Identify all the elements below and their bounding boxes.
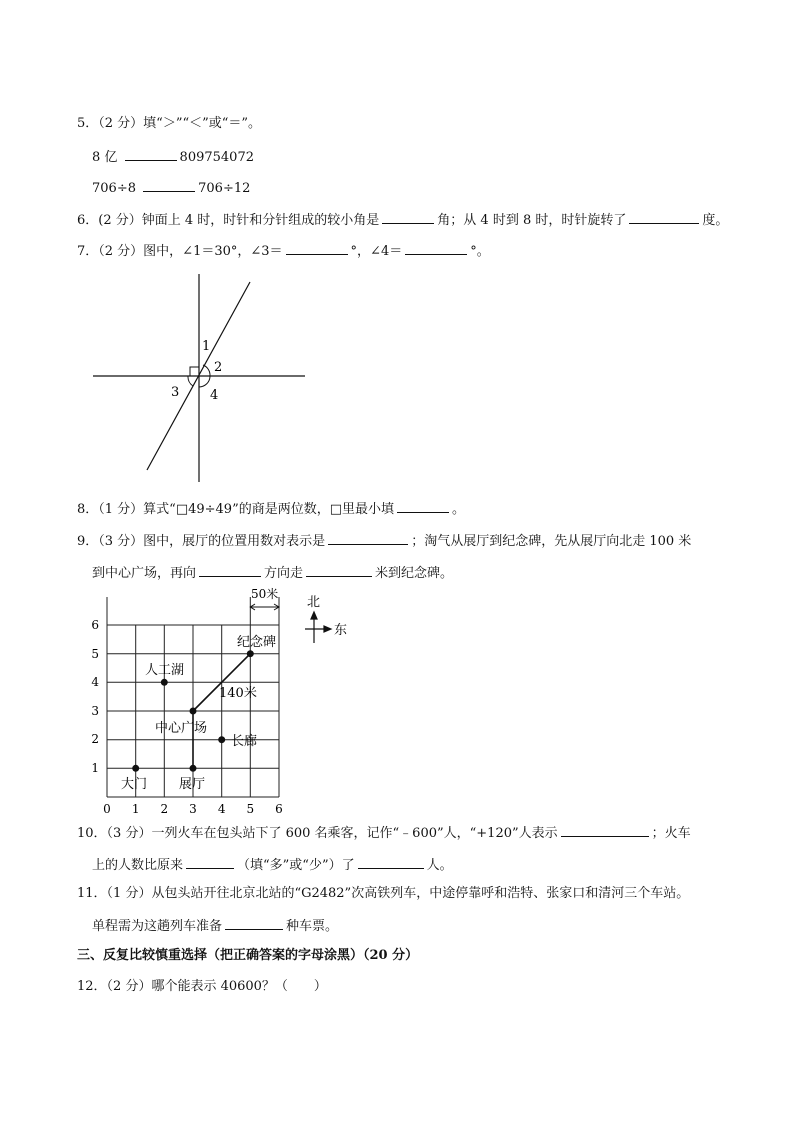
svg-text:5: 5: [91, 647, 99, 661]
angle-arc: [199, 376, 210, 387]
x-axis-ticks: [103, 802, 283, 816]
scale-label: 50米: [251, 587, 279, 601]
gate-point: [132, 765, 139, 772]
q9-map-figure: [85, 585, 365, 820]
q10-part5: 人。: [426, 858, 453, 873]
q10-part3: 上的人数比原来: [92, 858, 184, 873]
answer-blank[interactable]: [328, 532, 408, 545]
q9-line1: [77, 532, 691, 550]
angle-label-3: 3: [171, 385, 180, 400]
lake-point: [161, 679, 168, 686]
q10-line2: [92, 856, 453, 874]
q10-line1: [77, 824, 691, 842]
answer-blank[interactable]: [561, 824, 649, 837]
answer-blank[interactable]: [397, 500, 449, 513]
q11-line1: [77, 886, 689, 902]
q6-part2: 角；从 4 时到 8 时，时针旋转了: [437, 213, 627, 228]
q9-part4: 方向走: [264, 566, 304, 581]
angle-label-4: 4: [210, 388, 219, 403]
corridor-point: [218, 736, 225, 743]
q7-part2: °，∠4＝: [350, 244, 403, 259]
q11-line2: [92, 917, 338, 935]
svg-text:3: 3: [189, 802, 197, 816]
q5-row1: [92, 148, 254, 166]
section-3-title: 三、反复比较慎重选择（把正确答案的字母涂黑）（20 分）: [77, 948, 419, 963]
svg-text:5: 5: [246, 802, 255, 816]
svg-text:2: 2: [160, 802, 169, 816]
q12-stem: 12．（2 分）哪个能表示 40600？（ ）: [77, 979, 327, 994]
svg-text:4: 4: [217, 802, 226, 816]
answer-blank[interactable]: [306, 564, 372, 577]
q5-row2: [92, 179, 250, 197]
q11-part2: 单程需为这趟列车准备: [92, 919, 223, 934]
distance-label: 140米: [219, 686, 257, 701]
svg-text:0: 0: [103, 802, 111, 816]
right-angle-mark: [190, 367, 199, 376]
q11-part3: 种车票。: [286, 919, 339, 934]
q9-line2: [92, 564, 453, 582]
q7-part1: 7．（2 分）图中，∠1＝30°，∠3＝: [77, 244, 283, 259]
answer-blank[interactable]: [405, 242, 467, 255]
angle-arc: [188, 376, 193, 386]
svg-text:4: 4: [91, 675, 99, 689]
q10-part1: 10．（3 分）一列火车在包头站下了 600 名乘客，记作“﹣600”人，“+120”人表示: [77, 826, 558, 841]
q5-row1-left: 8 亿: [92, 150, 118, 165]
scale-bar: [250, 604, 279, 610]
center-label: 中心广场: [155, 721, 208, 736]
q10-part4: （填“多”或“少”）了: [237, 858, 355, 873]
answer-blank[interactable]: [629, 211, 699, 224]
gate-label: 大门: [121, 777, 148, 792]
answer-blank[interactable]: [225, 917, 283, 930]
q6-part1: 6．(2 分）钟面上 4 时，时针和分针组成的较小角是: [77, 213, 380, 228]
compass-icon: [305, 612, 331, 643]
hall-label: 展厅: [179, 777, 206, 792]
compass-north: 北: [307, 595, 321, 610]
answer-blank[interactable]: [186, 856, 234, 869]
lake-label: 人工湖: [145, 663, 185, 678]
q9-part1: 9．（3 分）图中，展厅的位置用数对表示是: [77, 534, 326, 549]
q10-part2: ；火车: [651, 826, 691, 841]
svg-text:3: 3: [91, 704, 99, 718]
q5-row2-left: 706÷8: [92, 181, 136, 196]
q9-part2: ；淘气从展厅到纪念碑，先从展厅向北走 100 米: [411, 534, 692, 549]
q5-stem: 5．（2 分）填“＞”“＜”或“＝”。: [77, 116, 262, 131]
svg-text:2: 2: [91, 732, 99, 746]
compass-east: 东: [334, 623, 348, 638]
svg-text:1: 1: [91, 761, 99, 775]
y-axis-ticks: [91, 618, 99, 775]
q7: [77, 242, 490, 260]
q6: [77, 211, 728, 229]
q7-part3: °。: [470, 244, 490, 259]
q7-angle-figure: [85, 268, 315, 488]
answer-blank[interactable]: [143, 179, 195, 192]
monument-point: [247, 650, 254, 657]
svg-text:6: 6: [91, 618, 99, 632]
svg-text:1: 1: [131, 802, 140, 816]
q8-part1: 8．（1 分）算式“□49÷49”的商是两位数，□里最小填: [77, 502, 395, 517]
answer-blank[interactable]: [382, 211, 434, 224]
angle-label-2: 2: [214, 360, 223, 375]
corridor-label: 长廊: [231, 734, 258, 749]
answer-blank[interactable]: [199, 564, 261, 577]
monument-label: 纪念碑: [237, 635, 277, 650]
svg-text:6: 6: [275, 802, 283, 816]
center-point: [190, 708, 197, 715]
hall-point: [190, 765, 197, 772]
q9-part3: 到中心广场，再向: [92, 566, 197, 581]
q9-part5: 米到纪念碑。: [375, 566, 454, 581]
q5-row2-right: 706÷12: [198, 181, 251, 196]
q11-part1: 11．（1 分）从包头站开往北京北站的“G2482”次高铁列车，中途停靠呼和浩特、张家口和清河三个车站。: [77, 886, 690, 901]
angle-label-1: 1: [202, 339, 211, 354]
q6-part3: 度。: [702, 213, 729, 228]
q8-part2: 。: [452, 502, 466, 517]
answer-blank[interactable]: [286, 242, 348, 255]
q8: [77, 500, 465, 518]
q5-row1-right: 809754072: [179, 150, 254, 165]
answer-blank[interactable]: [125, 148, 177, 161]
answer-blank[interactable]: [358, 856, 424, 869]
